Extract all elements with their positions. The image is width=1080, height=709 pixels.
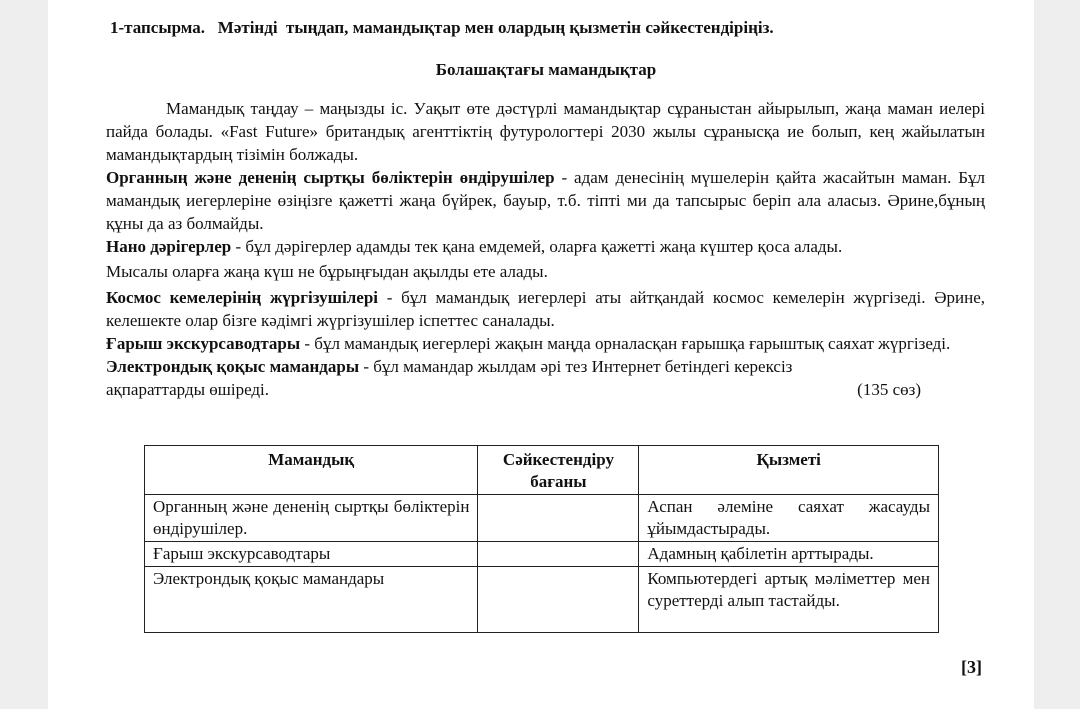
desc-e-waste-end: ақпараттарды өшіреді. xyxy=(106,380,270,399)
desc-space-guides: - бұл мамандық иегерлері жақын маңда орналасқан ғарышқа ғарыштық саяхат жүргізеді. xyxy=(300,334,951,353)
term-space-guides: Ғарыш экскурсаводтары xyxy=(106,334,301,353)
paragraph-nano-doctors xyxy=(106,235,985,258)
cell-matching-answer[interactable] xyxy=(478,542,639,567)
cell-profession: Электрондық қоқыс мамандары xyxy=(145,567,478,633)
intro-paragraph: Мамандық таңдау – маңызды іс. Уақыт өте дәстүрлі мамандықтар сұраныстан айырылып, жаңа маман иелері пайда болады. «Fast Future» британдық агенттіктің футурологтері 2030 жылы сұранысқа ие болып, кең жайылатын мамандықтардың тізімін болжады. xyxy=(106,99,985,164)
document-page xyxy=(48,0,1034,709)
header-profession: Мамандық xyxy=(145,446,478,495)
paragraph-space-guides xyxy=(106,332,985,355)
header-matching: Сәйкестендіру бағаны xyxy=(478,446,639,495)
cell-matching-answer[interactable] xyxy=(478,495,639,542)
cell-matching-answer[interactable] xyxy=(478,567,639,633)
paragraph-organ-producers xyxy=(106,166,985,235)
last-line xyxy=(106,378,985,401)
task-instruction: 1-тапсырма. Мәтінді тыңдап, мамандықтар мен олардың қызметін сәйкестендіріңіз. xyxy=(110,18,774,37)
term-organ-producers: Органның және дененің сыртқы бөліктерін өндірушілер xyxy=(106,168,555,187)
text-title: Болашақтағы мамандықтар xyxy=(435,60,657,79)
term-spaceship-drivers: Космос кемелерінің жүргізушілері xyxy=(106,288,379,307)
header-function: Қызметі xyxy=(639,446,939,495)
cell-function: Адамның қабілетін арттырады. xyxy=(639,542,939,567)
score-mark: [3] xyxy=(961,657,982,677)
cell-profession: Органның және дененің сыртқы бөліктерін өндірушілер. xyxy=(145,495,478,542)
table-row xyxy=(145,567,939,633)
term-e-waste: Электрондық қоқыс мамандары xyxy=(106,357,360,376)
table-row xyxy=(145,542,939,567)
desc-spaceship-drivers: - бұл мамандық иегерлері аты айтқандай космос кемелерін жүргізеді. Әрине, келешекте олар бізге кәдімгі жүргізушілер іспеттес саналады. xyxy=(106,288,986,330)
table-header-row xyxy=(145,446,939,495)
desc-organ-producers: - адам денесінің мүшелерін қайта жасайтын маман. Бұл мамандық иегерлеріне өзіңізге қажетті жаңа бүйрек, бауыр, т.б. тіпті ми да тапсырыс беріп ала аласыз. Әрине,бұның құны да аз болмайды. xyxy=(106,168,985,233)
desc-nano-doctors: - бұл дәрігерлер адамды тек қана емдемей, оларға қажетті жаңа күштер қоса алады. xyxy=(231,237,843,256)
cell-function: Компьютердегі артық мәліметтер мен суреттерді алып тастайды. xyxy=(639,567,939,633)
cell-profession: Ғарыш экскурсаводтары xyxy=(145,542,478,567)
reading-text xyxy=(106,97,985,401)
table-row xyxy=(145,495,939,542)
desc-e-waste: - бұл мамандар жылдам әрі тез Интернет бетіндегі керексіз xyxy=(359,357,793,376)
cell-function: Аспан әлеміне саяхат жасауды ұйымдастырады. xyxy=(639,495,939,542)
matching-table xyxy=(144,445,939,633)
paragraph-e-waste xyxy=(106,355,985,378)
word-count: (135 сөз) xyxy=(857,380,921,399)
paragraph-nano-doctors-cont: Мысалы оларға жаңа күш не бұрыңғыдан ақылды ете алады. xyxy=(106,262,548,281)
term-nano-doctors: Нано дәрігерлер xyxy=(106,237,232,256)
paragraph-spaceship-drivers xyxy=(106,286,985,332)
